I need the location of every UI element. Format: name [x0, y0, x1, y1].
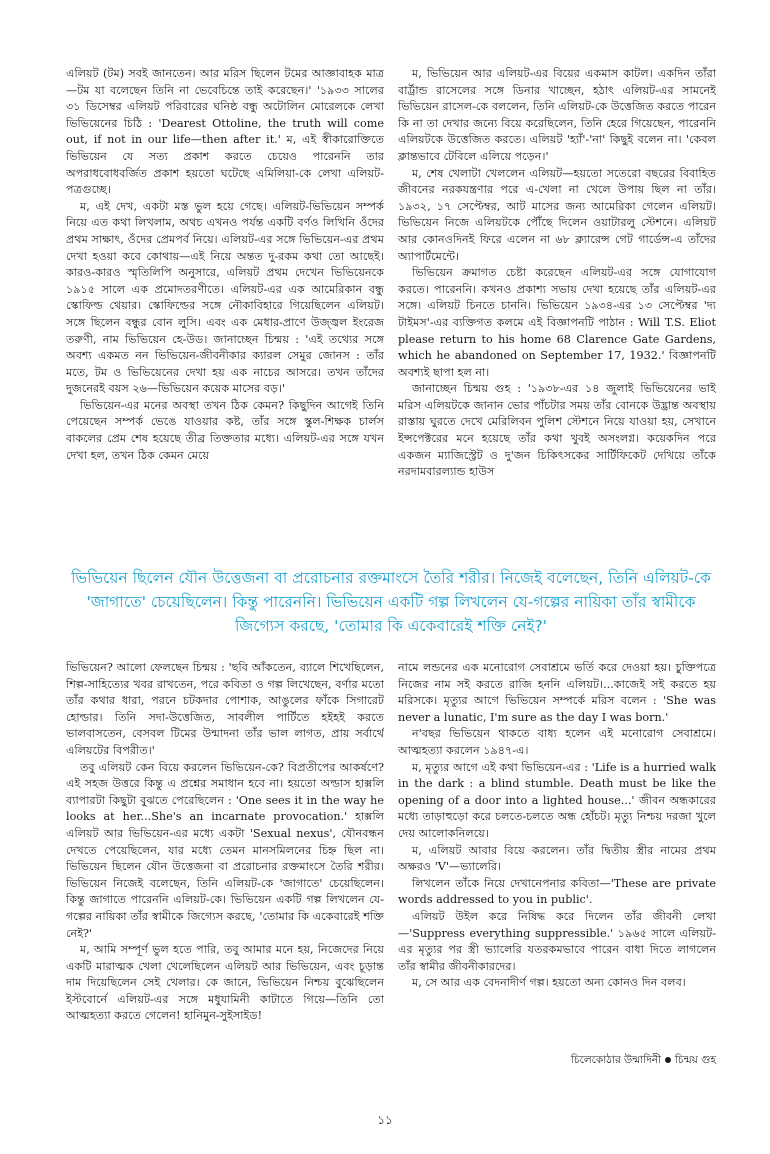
column-bottom-left [66, 660, 384, 1110]
paragraph: ম, সে আর এক বেদনাদীর্ণ গল্প। হয়তো অন্য কোনও দিন বলব। [412, 976, 686, 990]
paragraph: ম, আমি সম্পূর্ণ ভুল হতে পারি, তবু আমার মনে হয়, নিজেদের নিয়ে একটি মারাত্মক খেলা খেলেছিলেন এলিয়ট আর ভিভিয়েন, এবং চূড়ান্ত দাম দিয়েছিলেন সেই খেলার। কে জানে, ভিভিয়েন নিশ্চয় বুঝেছিলেন ইস্টবোর্নে এলিয়ট-এর সঙ্গে মধুযামিনী কাটাতে গিয়ে—তিনি তো আত্মহত্যা করতে গেলেন! হানিমুন-সুইসাইড! [66, 943, 384, 1023]
pull-quote: ভিভিয়েন ছিলেন যৌন উত্তেজনা বা প্ররোচনার রক্তমাংসে তৈরি শরীর। নিজেই বলেছেন, তিনি এলিয়ট-কে 'জাগাতে' চেয়েছিলেন। কিন্তু পারেননি। ভিভিয়েন একটি গল্প লিখলেন যে-গল্পের নায়িকা তাঁর স্বামীকে জিগ্যেস করছে, 'তোমার কি একেবারেই শক্তি নেই?' [71, 569, 711, 635]
paragraph: ভিভিয়েন-এর মনের অবস্থা তখন ঠিক কেমন? কিছুদিন আগেই তিনি পেয়েছেন সম্পর্ক ভেঙে যাওয়ার কষ্ট, তাঁর সঙ্গে স্কুল-শিক্ষক চার্লস বাকলের প্রেম শেষ হয়েছে তীব্র তিক্ততার মধ্যে। এলিয়ট-এর সঙ্গে যখন দেখা হল, তখন ঠিক কেমন মেয়ে [66, 398, 384, 462]
paragraph: ম, এই দেখ, একটা মস্ত ভুল হয়ে গেছে। এলিয়ট-ভিভিয়েন সম্পর্ক নিয়ে এত কথা লিখলাম, অথচ এখনও পর্যন্ত একটি বর্ণও লিখিনি ওঁদের প্রথম সাক্ষাৎ, ওঁদের প্রেমপর্ব নিয়ে। এলিয়ট-এর সঙ্গে ভিভিয়েন-এর প্রথম দেখা হওয়া কবে কোথায়—এই নিয়ে অন্তত দু-রকম কথা তো আছেই। কারও-কারও স্মৃতিলিপি অনুসারে, এলিয়ট প্রথম দেখেন ভিভিয়েনকে ১৯১৫ সালে এক প্রমোদতরণীতে। এলিয়ট-এর এক আমেরিকান বন্ধু স্কোফিল্ড থেয়ার। স্কোফিল্ডের সঙ্গে নৌকাবিহারে গিয়েছিলেন এলিয়ট। সঙ্গে ছিলেন বন্ধুর বোন লুসি। এবং এক মেধার-প্রাণে উজ্জ্বল ইংরেজ তরুণী, নাম ভিভিয়েন হে-উড। জানাচ্ছেন চিন্ময় : 'এই তথ্যের সঙ্গে অবশ্য একমত নন ভিভিয়েন-জীবনীকার ক্যারল সেমুর জোনস : তাঁর মতে, টম ও ভিভিয়েনের দেখা হয় এক নাচের আসরে। তখন তাঁদের দুজনেরই বয়স ২৬—ভিভিয়েন কয়েক মাসের বড়।' [66, 199, 384, 396]
paragraph: ম, ভিভিয়েন আর এলিয়ট-এর বিয়ের একমাস কাটল। একদিন তাঁরা বার্ট্রান্ড রাসেলের সঙ্গে ডিনার খাচ্ছেন, হঠাৎ এলিয়ট-এর সামনেই ভিভিয়েন রাসেল-কে বললেন, তিনি এলিয়ট-কে উত্তেজিত করতে পারেন কি না তা দেখার জন্যে বিয়ে করেছিলেন, তিনি হেরে গিয়েছেন, পারেননি এলিয়টকে উত্তেজিত করতে। এলিয়ট 'হ্যাঁ'-'না' কিছুই বলেন না। 'কেবল ক্লান্তভাবে টেবিলে এলিয়ে পড়েন।' [398, 67, 716, 163]
bullet-icon [665, 1057, 671, 1063]
paragraph: তবু এলিয়ট কেন বিয়ে করলেন ভিভিয়েন-কে? বিপ্রতীপের আকর্ষণে? এই সহজ উত্তরে কিন্তু এ প্রশ্নের সমাধান হবে না। হয়তো অল্ডাস হাক্সলি ব্যাপারটা কিছুটা বুঝতে পেরেছিলেন : 'One sees it in the way he looks at her...She's an incarnate provocation.' হাক্সলি এলিয়ট আর ভিভিয়েন-এর মধ্যে একটা 'Sexual nexus', যৌনবন্ধন দেখতে পেয়েছিলেন, যার মধ্যে তেমন মানসমিলনের চিহ্ন ছিল না। ভিভিয়েন ছিলেন যৌন উত্তেজনা বা প্ররোচনার রক্তমাংসে তৈরি শরীর। ভিভিয়েন নিজেই বলেছেন, তিনি এলিয়ট-কে 'জাগাতে' চেয়েছিলেন। কিন্তু জাগাতে পারেননি এলিয়ট-কে। ভিভিয়েন একটি গল্প লিখলেন যে-গল্পের নায়িকা তাঁর স্বামীকে জিগ্যেস করছে, 'তোমার কি একেবারেই শক্তি নেই?' [66, 760, 384, 940]
paragraph: এলিয়ট (টম) সবই জানতেন। আর মরিস ছিলেন টমের আজ্ঞাবাহক মাত্র—টম যা বলেছেন তিনি না ভেবেচিন্তে তাই করেছেন।' '১৯৩৩ সালের ৩১ ডিসেম্বর এলিয়ট পরিবারের ঘনিষ্ঠ বন্ধু অটোলিন মোরেলকে লেখা ভিভিয়েনের চিঠি : 'Dearest Ottoline, the truth will come out, if not in our life—then after it.' ম, এই স্বীকারোক্তিতে ভিভিয়েন যে সত্য প্রকাশ করতে চেয়েও পারেননি তার অপরাধবোধবর্জিত প্রকাশ হয়তো ঘটেছে এমিলিয়া-কে লেখা এলিয়ট-পত্রগুচ্ছে। [66, 67, 384, 197]
column-bottom-right [398, 660, 716, 1060]
paragraph: লিখলেন তাঁকে নিয়ে দেখানেপনার কবিতা—'These are private words addressed to you in public'. [398, 876, 716, 907]
byline [398, 1052, 716, 1068]
paragraph: ভিভিয়েন? আলো ফেলছেন চিন্ময় : 'ছবি আঁকতেন, ব্যালে শিখেছিলেন, শিল্প-সাহিত্যের খবর রাখতেন, পরে কবিতা ও গল্প লিখেছেন, বর্ণার মতো তাঁর কথার ধারা, পরনে চটকদার পোশাক, আঙুলের ফাঁকে সিগারেট হোল্ডার। তিনি সদা-উত্তেজিত, সাবলীল পার্টিতে হইহই করতে ভালবাসতেন, বেসবল টিমের উন্মাদনা তাঁর ভাল লাগত, প্রায় সর্বার্থে এলিয়টের বিপরীত।' [66, 661, 384, 757]
paragraph: নামে লন্ডনের এক মনোরোগ সেবাশ্রমে ভর্তি করে দেওয়া হয়। চুক্তিপত্রে নিজের নাম সই করতে রাজি হননি এলিয়ট।...কাজেই সই করতে হয় মরিসকে। মৃত্যুর আগে ভিভিয়েন সম্পর্কে মরিস বলেন : 'She was never a lunatic, I'm sure as the day I was born.' [398, 661, 716, 724]
paragraph: ভিভিয়েন ক্রমাগত চেষ্টা করেছেন এলিয়ট-এর সঙ্গে যোগাযোগ করতে। পারেননি। কখনও প্রকাশ্য সভায় দেখা হয়েছে তাঁর এলিয়ট-এর সঙ্গে। এলিয়ট চিনতে চাননি। ভিভিয়েন ১৯৩৪-এর ১৩ সেপ্টেম্বর 'দ্য টাইমস'-এর ব্যক্তিগত কলমে এই বিজ্ঞাপনটি পাঠান : Will T.S. Eliot please return to his home 68 Clarence Gate Gardens, which he abandoned on September 17, 1932.' বিজ্ঞাপনটি অবশ্যই ছাপা হল না। [398, 266, 716, 379]
paragraph: জানাচ্ছেন চিন্ময় গুহ : '১৯৩৮-এর ১৪ জুলাই ভিভিয়েনের ভাই মরিস এলিয়টকে জানান ভোর পাঁচটার সময় তাঁর বোনকে উদ্ভ্রান্ত অবস্থায় রাস্তায় ঘুরতে দেখে মেরিলিবন পুলিশ স্টেশনে নিয়ে যাওয়া হয়, সেখানে ইন্সপেক্টরের মনে হয়েছে তাঁর কথা খুবই অসংলগ্ন। কয়েকদিন পরে একজন ম্যাজিস্ট্রেট ও দু'জন চিকিৎসকের সার্টিফিকেট দেখিয়ে তাঁকে নরদামবারল্যান্ড হাউস [398, 382, 716, 479]
column-top-left [66, 66, 384, 526]
series-title: চিলেকোঠার উন্মাদিনী [570, 1054, 662, 1066]
paragraph: ম, মৃত্যুর আগে এই কথা ভিভিয়েন-এর : 'Life is a hurried walk in the dark : a blind stumble. Death must be like the opening of a door into a lighted house...' জীবন অন্ধকারের মধ্যে তাড়াহুড়ো করে চলতে-চলতে অন্ধ হোঁচট। মৃত্যু নিশ্চয় দরজা খুলে দেয় আলোকনিলয়ে। [398, 760, 716, 840]
paragraph: ম, এলিয়ট আবার বিয়ে করলেন। তাঁর দ্বিতীয় স্ত্রীর নামের প্রথম অক্ষরও 'V'—ভ্যালেরি। [398, 843, 716, 874]
paragraph: এলিয়ট উইল করে নিষিদ্ধ করে দিলেন তাঁর জীবনী লেখা—'Suppress everything suppressible.' ১৯৬৫ সালে এলিয়ট-এর মৃত্যুর পর স্ত্রী ভ্যালেরি যতরকমভাবে পারেন বাধা দিতে লাগলেন তাঁর স্বামীর জীবনীকারদের। [398, 909, 716, 973]
paragraph: ম, শেষ খেলাটা খেললেন এলিয়ট—হয়তো সতেরো বছরের বিবাহিত জীবনের নরকযন্ত্রণার পরে এ-খেলা না খেলে উপায় ছিল না তাঁর। ১৯৩২, ১৭ সেপ্টেম্বর, আট মাসের জন্য আমেরিকা গেলেন এলিয়ট। ভিভিয়েন নিজে এলিয়টকে পৌঁছে দিলেন ওয়াটারলু স্টেশনে। এলিয়ট আর কোনওদিনই ফিরে এলেন না ৬৮ ক্ল্যারেন্স গেট গার্ডেন্স-এ তাঁদের অ্যাপার্টমেন্টে। [398, 166, 716, 263]
column-top-right [398, 66, 716, 526]
paragraph: ন'বছর ভিভিয়েন থাকতে বাধ্য হলেন এই মনোরোগ সেবাশ্রমে। আত্মহত্যা করলেন ১৯৪৭-এ। [398, 727, 716, 757]
page-number: ১১ [377, 1113, 393, 1127]
author-name: চিন্ময় গুহ [675, 1054, 716, 1066]
